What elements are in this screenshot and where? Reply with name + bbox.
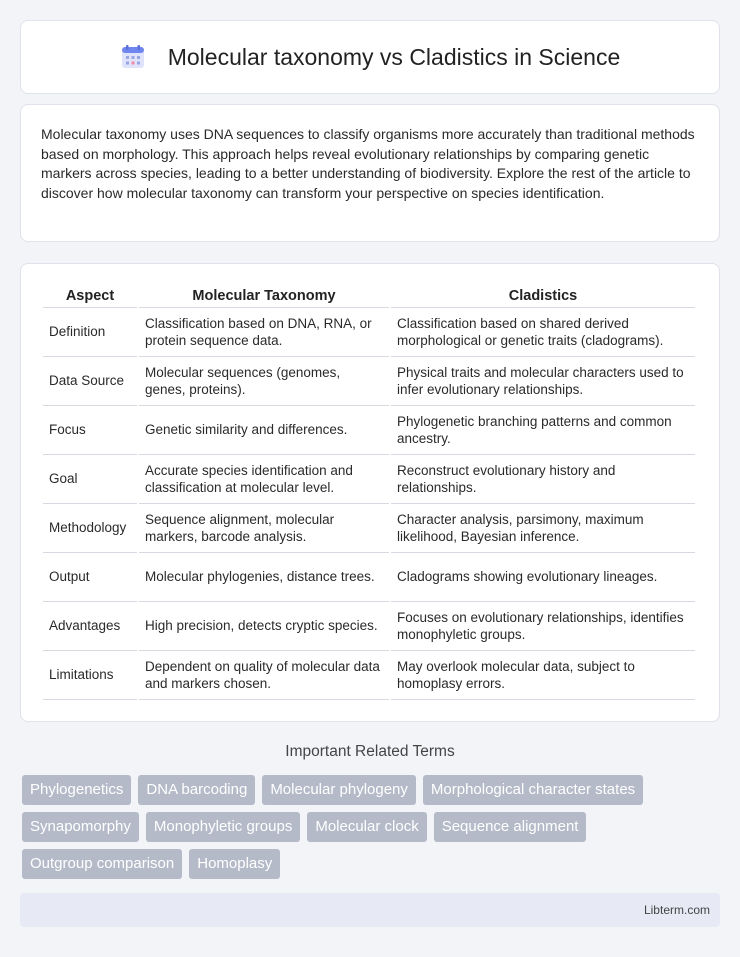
page-title: Molecular taxonomy vs Cladistics in Science <box>167 43 621 70</box>
table-row <box>43 308 695 357</box>
related-terms-title: Important Related Terms <box>285 743 455 760</box>
cell-aspect: Methodology <box>43 504 137 553</box>
cell-aspect: Definition <box>43 308 137 357</box>
table-row <box>43 455 695 504</box>
tag-monophyletic-groups[interactable]: Monophyletic groups <box>146 812 300 842</box>
cell-aspect: Output <box>43 553 137 602</box>
cell-aspect: Limitations <box>43 651 137 700</box>
header-cladistics: Cladistics <box>391 282 695 308</box>
calendar-icon <box>120 44 146 70</box>
cell-molecular: Molecular sequences (genomes, genes, proteins). <box>139 357 389 406</box>
cell-molecular: Dependent on quality of molecular data and markers chosen. <box>139 651 389 700</box>
cell-cladistics: Classification based on shared derived morphological or genetic traits (cladograms). <box>391 308 695 357</box>
cell-cladistics: May overlook molecular data, subject to homoplasy errors. <box>391 651 695 700</box>
table-row <box>43 504 695 553</box>
tag-dna-barcoding[interactable]: DNA barcoding <box>138 775 255 805</box>
title-card <box>20 20 720 94</box>
cell-molecular: Genetic similarity and differences. <box>139 406 389 455</box>
cell-molecular: Accurate species identification and classification at molecular level. <box>139 455 389 504</box>
cell-aspect: Advantages <box>43 602 137 651</box>
cell-molecular: High precision, detects cryptic species. <box>139 602 389 651</box>
table-row <box>43 553 695 602</box>
cell-molecular: Molecular phylogenies, distance trees. <box>139 553 389 602</box>
tag-sequence-alignment[interactable]: Sequence alignment <box>434 812 587 842</box>
table-row <box>43 602 695 651</box>
cell-aspect: Goal <box>43 455 137 504</box>
cell-cladistics: Cladograms showing evolutionary lineages. <box>391 553 695 602</box>
table-row <box>43 651 695 700</box>
related-terms-list <box>22 775 722 879</box>
table-row <box>43 406 695 455</box>
cell-cladistics: Reconstruct evolutionary history and relationships. <box>391 455 695 504</box>
cell-cladistics: Focuses on evolutionary relationships, identifies monophyletic groups. <box>391 602 695 651</box>
comparison-table <box>41 282 697 700</box>
tag-homoplasy[interactable]: Homoplasy <box>189 849 280 879</box>
tag-morphological-character-states[interactable]: Morphological character states <box>423 775 643 805</box>
cell-molecular: Classification based on DNA, RNA, or protein sequence data. <box>139 308 389 357</box>
comparison-table-card <box>20 263 720 722</box>
tag-synapomorphy[interactable]: Synapomorphy <box>22 812 139 842</box>
header-aspect: Aspect <box>43 282 137 308</box>
tag-molecular-clock[interactable]: Molecular clock <box>307 812 426 842</box>
footer-site-link[interactable]: Libterm.com <box>643 903 710 917</box>
cell-cladistics: Character analysis, parsimony, maximum likelihood, Bayesian inference. <box>391 504 695 553</box>
intro-text: Molecular taxonomy uses DNA sequences to classify organisms more accurately than traditional methods based on morphology. This approach helps reveal evolutionary relationships by comparing genetic markers across species, leading to a better understanding of biodiversity. Explore the rest of the article to discover how molecular taxonomy can transform your perspective on species identification. <box>41 126 695 201</box>
tag-molecular-phylogeny[interactable]: Molecular phylogeny <box>262 775 416 805</box>
tag-phylogenetics[interactable]: Phylogenetics <box>22 775 131 805</box>
cell-cladistics: Phylogenetic branching patterns and common ancestry. <box>391 406 695 455</box>
header-molecular-taxonomy: Molecular Taxonomy <box>139 282 389 308</box>
tag-outgroup-comparison[interactable]: Outgroup comparison <box>22 849 182 879</box>
table-header-row <box>43 282 695 308</box>
intro-card <box>20 104 720 242</box>
cell-molecular: Sequence alignment, molecular markers, barcode analysis. <box>139 504 389 553</box>
table-row <box>43 357 695 406</box>
cell-aspect: Data Source <box>43 357 137 406</box>
footer <box>20 893 720 927</box>
cell-cladistics: Physical traits and molecular characters used to infer evolutionary relationships. <box>391 357 695 406</box>
cell-aspect: Focus <box>43 406 137 455</box>
